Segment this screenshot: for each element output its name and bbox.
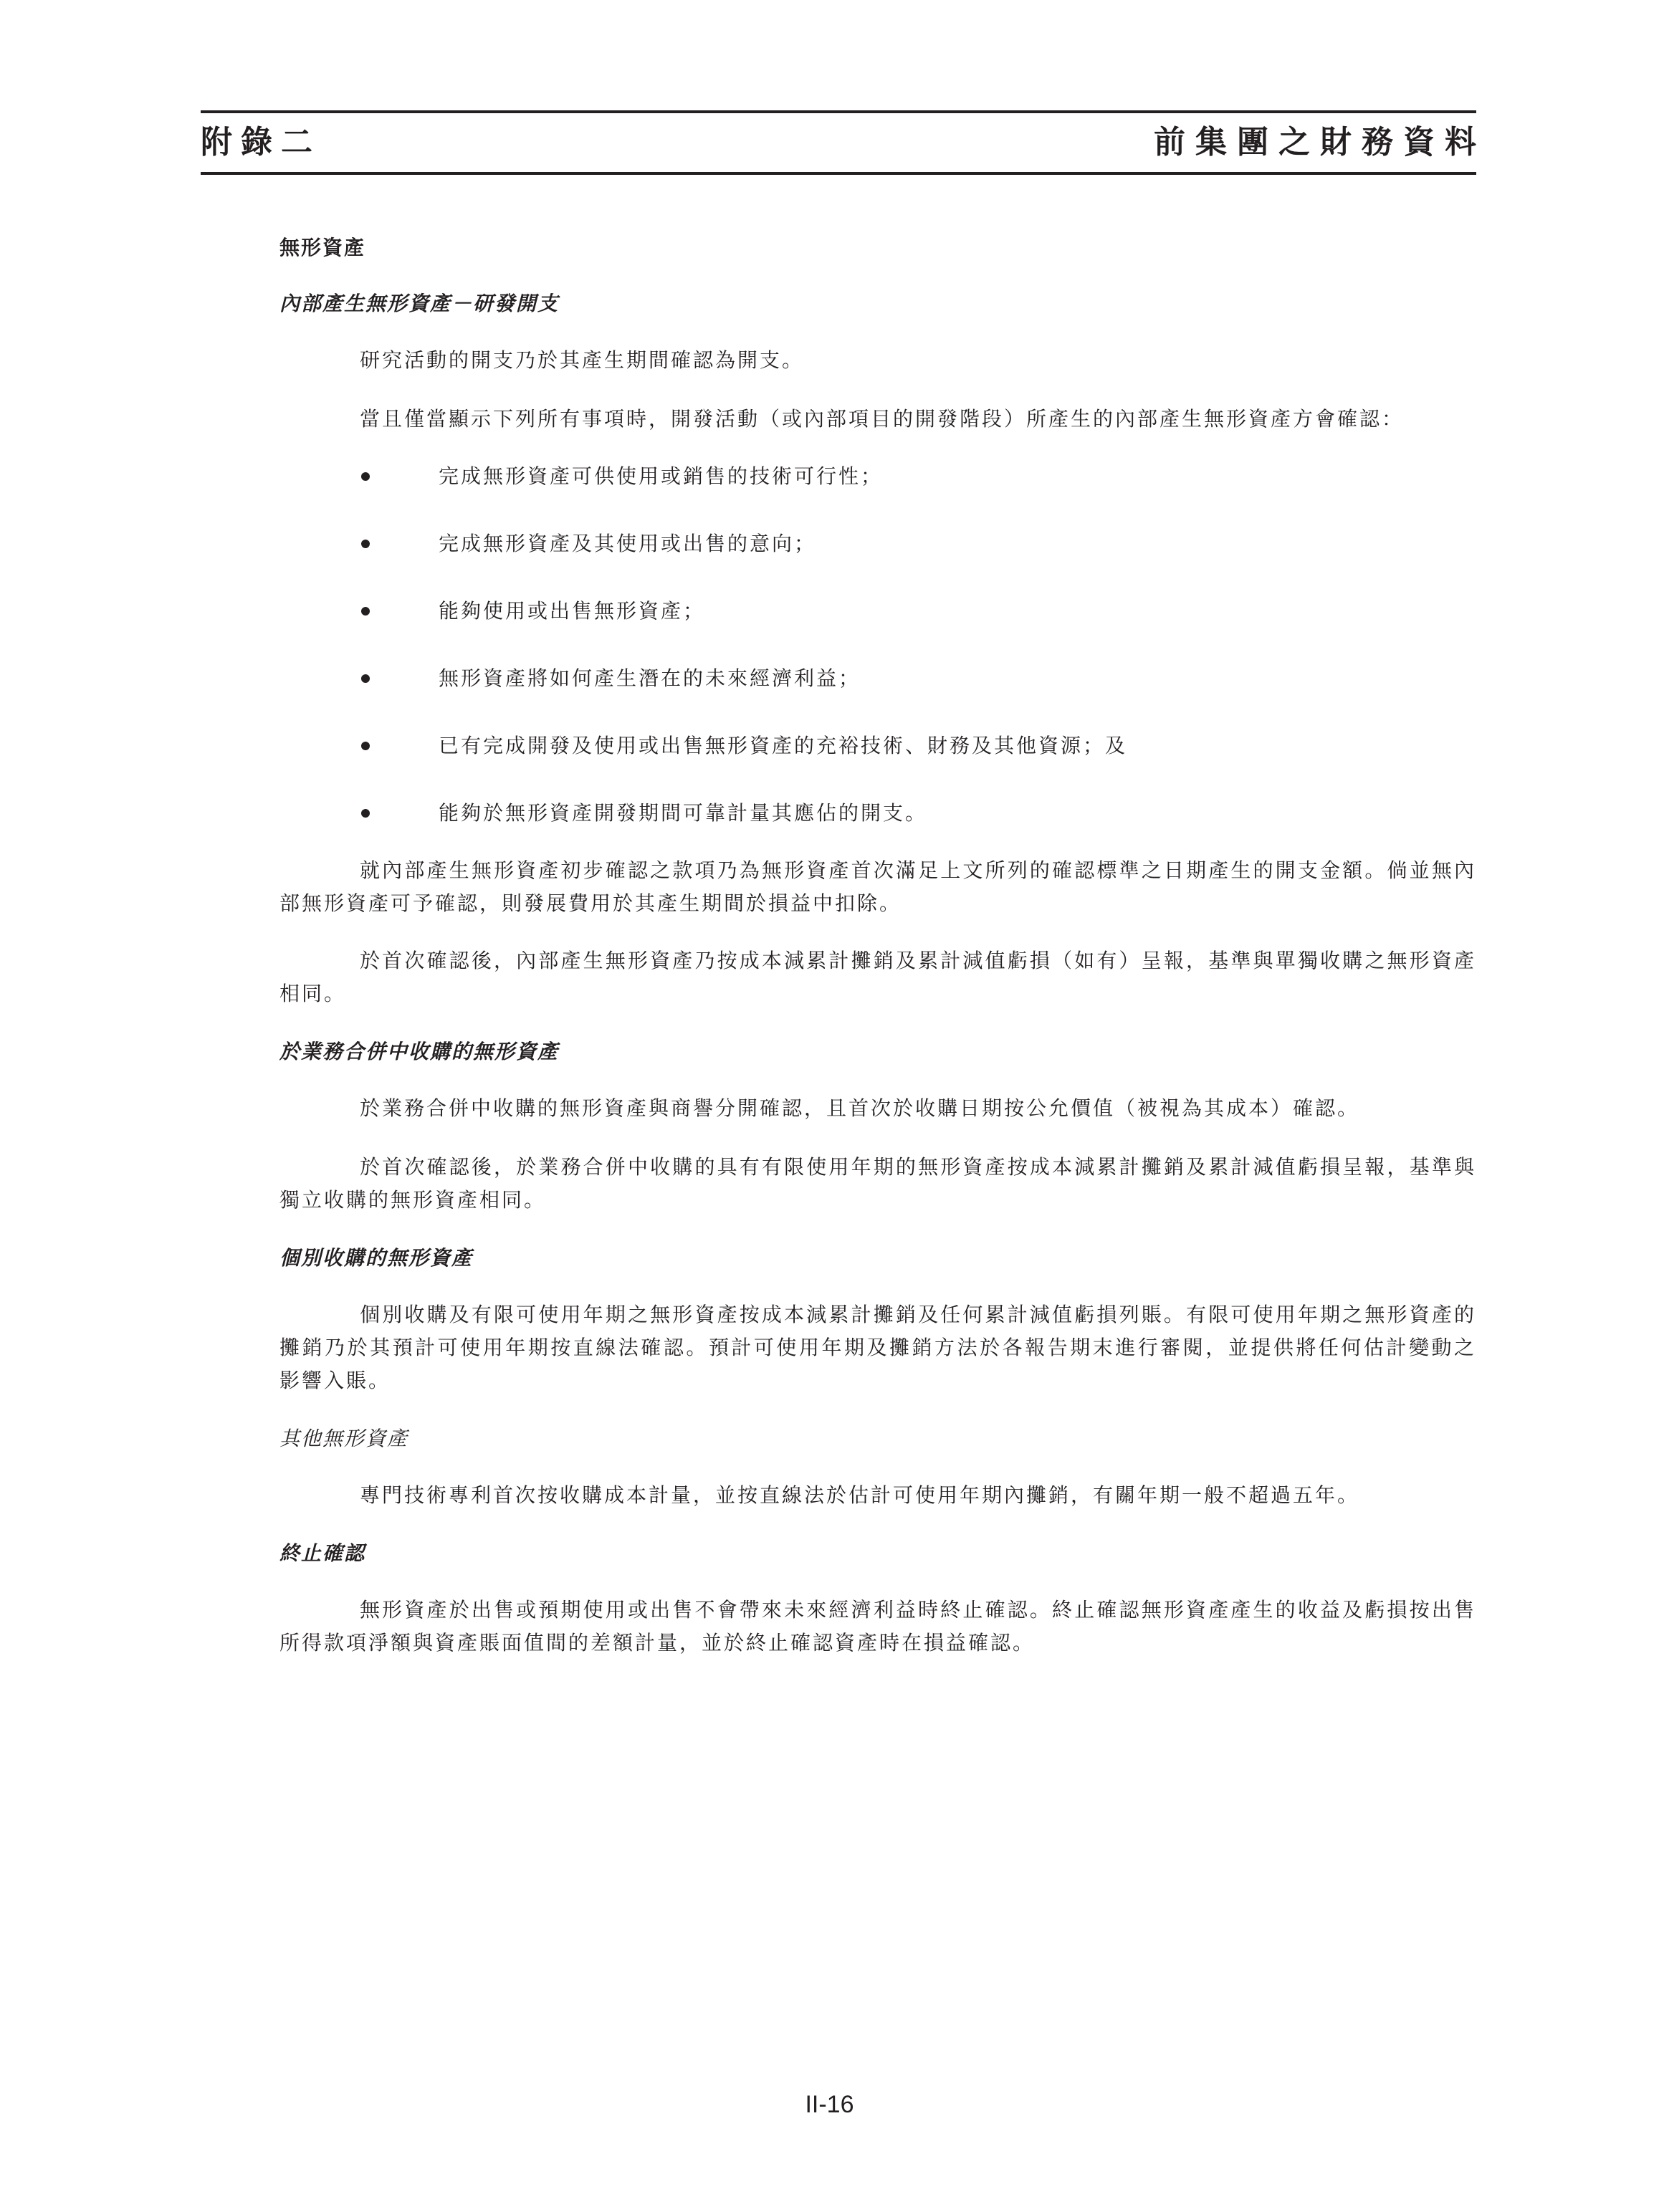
derecognition-paragraph-1: 無形資產於出售或預期使用或出售不會帶來未來經濟利益時終止確認。終止確認無形資產產生的收益及虧損按出售所得款項淨額與資產賬面值間的差額計量，並於終止確認資產時在損益確認。 — [279, 1598, 1476, 1655]
list-item: 無形資產將如何產生潛在的未來經濟利益； — [279, 662, 1476, 695]
rd-criteria-list — [279, 460, 1476, 830]
page-header — [201, 110, 1486, 175]
rd-heading: 內部產生無形資產－研發開支 — [279, 292, 560, 315]
separate-acquisition-heading: 個別收購的無形資產 — [279, 1246, 474, 1270]
rd-paragraph-4: 於首次確認後，內部產生無形資產乃按成本減累計攤銷及累計減值虧損（如有）呈報，基準與單獨收購之無形資產相同。 — [279, 949, 1476, 1005]
separate-paragraph-1: 個別收購及有限可使用年期之無形資產按成本減累計攤銷及任何累計減值虧損列賬。有限可使用年期之無形資產的攤銷乃於其預計可使用年期按直線法確認。預計可使用年期及攤銷方法於各報告期末進行審閱，並提供將任何估計變動之影響入賬。 — [279, 1303, 1476, 1392]
page-number: II-16 — [805, 2091, 854, 2118]
list-item: 已有完成開發及使用或出售無形資產的充裕技術、財務及其他資源；及 — [279, 729, 1476, 762]
rd-paragraph-2: 當且僅當顯示下列所有事項時，開發活動（或內部項目的開發階段）所產生的內部產生無形資產方會確認： — [360, 407, 1405, 431]
business-combination-heading: 於業務合併中收購的無形資產 — [279, 1040, 560, 1063]
bullet-icon — [361, 809, 370, 818]
bullet-icon — [361, 742, 370, 750]
list-item: 完成無形資產及其使用或出售的意向； — [279, 527, 1476, 560]
bullet-icon — [361, 540, 370, 548]
other-intangibles-heading: 其他無形資產 — [279, 1427, 409, 1450]
rd-paragraph-1: 研究活動的開支乃於其產生期間確認為開支。 — [360, 348, 805, 372]
rd-paragraph-3: 就內部產生無形資產初步確認之款項乃為無形資產首次滿足上文所列的確認標準之日期產生的開支金額。倘並無內部無形資產可予確認，則發展費用於其產生期間於損益中扣除。 — [279, 858, 1476, 915]
bullet-icon — [361, 607, 370, 616]
section-title: 無形資產 — [279, 236, 366, 259]
bullet-icon — [361, 674, 370, 683]
page-content — [279, 229, 1476, 1660]
section-label: 前集團之財務資料 — [1154, 124, 1486, 161]
bullet-icon — [361, 472, 370, 481]
list-item: 能夠使用或出售無形資產； — [279, 595, 1476, 628]
derecognition-heading: 終止確認 — [279, 1541, 366, 1565]
list-item: 完成無形資產可供使用或銷售的技術可行性； — [279, 460, 1476, 493]
business-paragraph-1: 於業務合併中收購的無形資產與商譽分開確認，且首次於收購日期按公允價值（被視為其成本）確認。 — [360, 1096, 1360, 1120]
business-paragraph-2: 於首次確認後，於業務合併中收購的具有有限使用年期的無形資產按成本減累計攤銷及累計減值虧損呈報，基準與獨立收購的無形資產相同。 — [279, 1155, 1476, 1212]
other-paragraph-1: 專門技術專利首次按收購成本計量，並按直線法於估計可使用年期內攤銷，有關年期一般不超過五年。 — [360, 1483, 1360, 1507]
appendix-label: 附錄二 — [201, 124, 321, 161]
list-item: 能夠於無形資產開發期間可靠計量其應佔的開支。 — [279, 797, 1476, 830]
